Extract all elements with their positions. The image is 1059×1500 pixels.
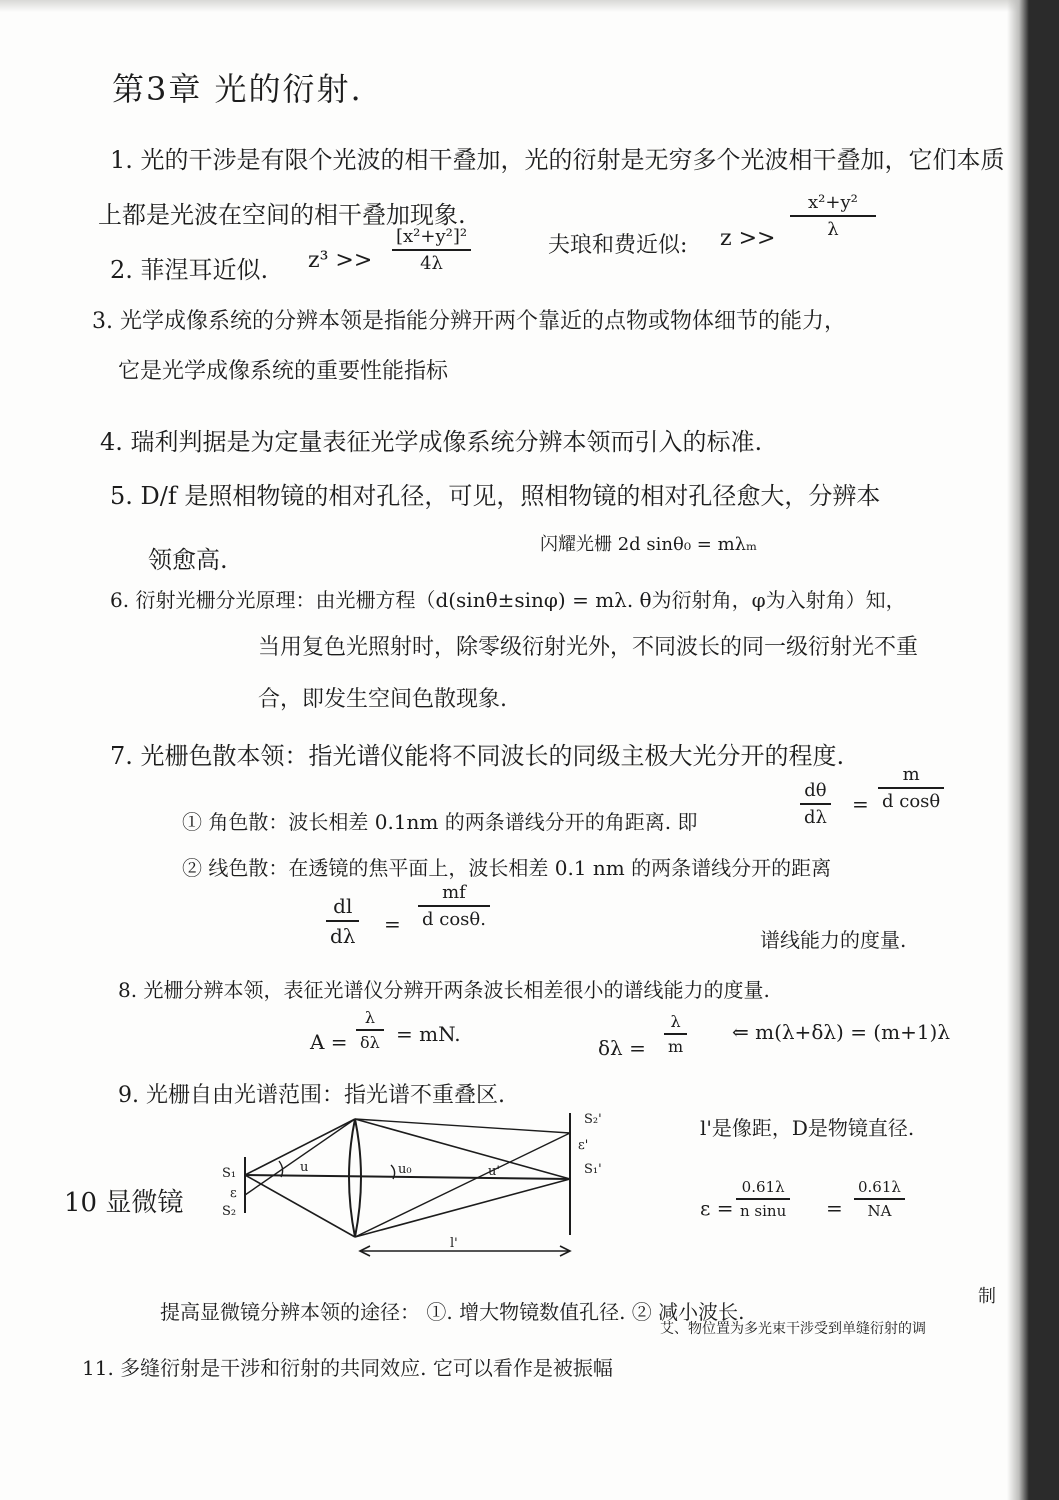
item-1-line-a: 1. 光的干涉是有限个光波的相干叠加，光的衍射是无穷多个光波相干叠加，它们本质 xyxy=(110,146,1005,174)
fraunhofer-denominator: λ xyxy=(790,215,876,240)
fraunhofer-condition-lhs: z >> xyxy=(720,226,776,251)
linear-dispersion-equals: = xyxy=(384,912,401,936)
angular-dispersion-equals: = xyxy=(852,792,869,816)
fraunhofer-fraction xyxy=(790,192,876,240)
item-9: 9. 光栅自由光谱范围：指光谱不重叠区. xyxy=(118,1083,505,1108)
item-11: 11. 多缝衍射是干涉和衍射的共同效应. 它可以看作是被振幅 xyxy=(82,1356,613,1380)
linear-dispersion-tail: 谱线能力的度量. xyxy=(760,928,907,952)
label-u0: u₀ xyxy=(398,1162,412,1177)
item-1-line-b: 上都是光波在空间的相干叠加现象. xyxy=(98,201,466,229)
label-s1-prime: S₁' xyxy=(584,1162,602,1177)
angular-dispersion-lhs: $\frac{d\theta}{d\lambda}$ xyxy=(800,780,831,828)
ray-lower-right xyxy=(355,1179,570,1237)
item-7-linear-dispersion: ② 线色散：在透镜的焦平面上，波长相差 0.1 nm 的两条谱线分开的距离 xyxy=(182,856,832,880)
ray-s2-upper xyxy=(245,1119,355,1195)
page-right-edge-shadow xyxy=(1007,0,1059,1500)
fresnel-denominator: 4λ xyxy=(392,249,471,274)
resolving-power-fraction: $\frac{\lambda}{\delta\lambda}$ xyxy=(356,1008,384,1052)
linear-dispersion-lhs: $\frac{dl}{d\lambda}$ xyxy=(326,894,359,948)
ray-s2p-upper xyxy=(355,1119,570,1133)
chapter-title: 第3章 光的衍射. xyxy=(112,70,363,108)
resolution-lhs: ε = xyxy=(700,1196,734,1220)
linear-dispersion-rhs: $\frac{mf}{\text{d cosθ.}}$ xyxy=(418,882,490,930)
item-10-note: l'是像距，D是物镜直径. xyxy=(700,1116,915,1140)
resolution-equals: = xyxy=(826,1196,843,1220)
item-6-line-b: 当用复色光照射时，除零级衍射光外，不同波长的同一级衍射光不重 xyxy=(258,635,919,660)
item-11-margin-char: 制 xyxy=(978,1286,996,1307)
item-7-angular-dispersion: ① 角色散：波长相差 0.1nm 的两条谱线分开的角距离. 即 xyxy=(182,810,698,834)
item-4: 4. 瑞利判据是为定量表征光学成像系统分辨本领而引入的标准. xyxy=(100,428,763,456)
resolution-fraction-1: $\frac{0.61\lambda}{\text{n sinu}}$ xyxy=(736,1178,790,1220)
min-resolvable-fraction: $\frac{\lambda}{m}$ xyxy=(664,1012,687,1056)
label-u-prime: u' xyxy=(488,1164,500,1179)
label-s1: S₁ xyxy=(222,1166,237,1181)
page-top-edge xyxy=(0,0,1059,12)
label-u: u xyxy=(300,1160,309,1175)
microscope-diagram xyxy=(215,1105,595,1265)
label-s2: S₂ xyxy=(222,1204,237,1219)
item-3-line-a: 3. 光学成像系统的分辨本领是指能分辨开两个靠近的点物或物体细节的能力， xyxy=(92,309,846,334)
label-epsilon: ε xyxy=(230,1186,237,1201)
objective-lens xyxy=(349,1119,361,1237)
blazed-grating-note: 闪耀光栅 2d sinθ₀ = mλₘ xyxy=(540,534,758,555)
item-7: 7. 光栅色散本领：指光谱仪能将不同波长的同级主极大光分开的程度. xyxy=(110,742,845,770)
min-resolvable-derivation: ⇐ m(λ+δλ) = (m+1)λ xyxy=(732,1020,951,1044)
fresnel-numerator: [x²+y²]² xyxy=(396,226,468,247)
label-s2-prime: S₂' xyxy=(584,1112,602,1127)
fraunhofer-numerator: x²+y² xyxy=(808,192,858,213)
fraunhofer-label: 夫琅和费近似: xyxy=(548,233,688,258)
item-3-line-b: 它是光学成像系统的重要性能指标 xyxy=(118,359,449,384)
item-10-improve: 提高显微镜分辨本领的途径： ①. 增大物镜数值孔径. ② 减小波长. xyxy=(160,1300,745,1324)
item-2-label: 2. 菲涅耳近似. xyxy=(110,256,269,284)
label-epsilon-prime: ε' xyxy=(578,1138,589,1153)
fresnel-fraction xyxy=(392,226,471,274)
fresnel-condition-lhs: z³ >> xyxy=(308,248,373,273)
item-6-line-c: 合，即发生空间色散现象. xyxy=(258,687,507,712)
min-resolvable-lhs: δλ = xyxy=(598,1036,646,1060)
item-11-tail: 艾、物位置为多光束干涉受到单缝衍射的调 xyxy=(660,1321,926,1337)
resolving-power-lhs: A = xyxy=(310,1030,348,1054)
label-l-prime: l' xyxy=(450,1236,458,1251)
angular-dispersion-rhs: $\frac{m}{\text{d cosθ}}$ xyxy=(878,764,944,812)
item-5-line-b: 领愈高. xyxy=(148,546,228,574)
resolution-fraction-2: $\frac{0.61\lambda}{NA}$ xyxy=(854,1178,905,1220)
item-8: 8. 光栅分辨本领，表征光谱仪分辨开两条波长相差很小的谱线能力的度量. xyxy=(118,978,770,1002)
item-10-label: 10 显微镜 xyxy=(64,1188,184,1218)
resolving-power-tail: = mN. xyxy=(396,1022,461,1046)
item-5-line-a: 5. D/f 是照相物镜的相对孔径，可见，照相物镜的相对孔径愈大，分辨本 xyxy=(110,482,881,510)
item-6-line-a: 6. 衍射光栅分光原理：由光栅方程（d(sinθ±sinφ) = mλ. θ为衍射角，φ为入射角）知， xyxy=(110,588,906,612)
